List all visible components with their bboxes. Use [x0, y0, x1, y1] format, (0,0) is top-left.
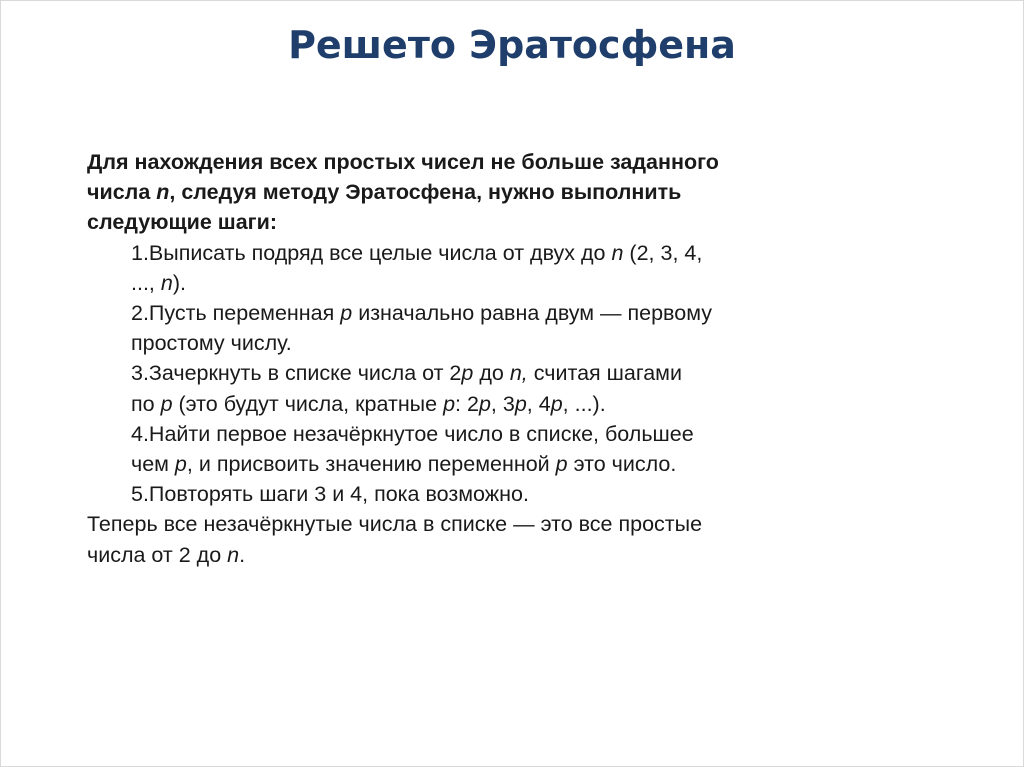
var-p: p: [478, 391, 491, 416]
step-4-text-a: 4.Найти первое незачёркнутое число в списке, большее: [131, 421, 694, 446]
step-2: [131, 298, 847, 358]
step-3-text-g: , 3: [490, 391, 515, 416]
step-3-text-i: , ...).: [562, 391, 606, 416]
step-2-text-c: простому числу.: [131, 331, 292, 356]
var-p: p: [340, 301, 353, 326]
step-3-text-e: (это будут числа, кратные: [172, 391, 444, 416]
step-4-text-c: , и присвоить значению переменной: [186, 452, 556, 477]
var-p: p: [461, 361, 474, 386]
step-4-text-b: чем: [131, 452, 175, 477]
step-5-text: 5.Повторять шаги 3 и 4, пока возможно.: [131, 482, 529, 507]
var-n: n: [611, 240, 624, 265]
outro-paragraph: [87, 509, 847, 569]
step-5: [131, 479, 847, 509]
var-n: n: [156, 180, 170, 205]
var-n: n,: [509, 361, 528, 386]
steps-list: [87, 238, 847, 510]
step-1-text-b: (2, 3, 4,: [623, 240, 703, 265]
slide-body: [87, 147, 847, 570]
step-3: [131, 358, 847, 418]
intro-paragraph: [87, 147, 847, 238]
step-2-text-a: 2.Пусть переменная: [131, 301, 341, 326]
step-1-text-c: ...,: [131, 270, 161, 295]
outro-line-2b: .: [239, 542, 246, 567]
step-3-text-h: , 4: [526, 391, 551, 416]
intro-line-2a: числа: [87, 180, 157, 205]
step-4-text-d: это число.: [567, 452, 677, 477]
outro-line-1: Теперь все незачёркнутые числа в списке — это все простые: [87, 512, 703, 537]
var-n: n: [227, 542, 240, 567]
intro-line-1: Для нахождения всех простых чисел не больше заданного: [87, 150, 719, 174]
var-p: p: [160, 391, 173, 416]
intro-line-2b: , следуя методу Эратосфена, нужно выполнить: [169, 180, 682, 205]
step-1: [131, 238, 847, 298]
slide-title: Решето Эратосфена: [288, 23, 736, 67]
step-1-text-a: 1.Выписать подряд все целые числа от двух до: [131, 240, 612, 265]
var-p: p: [514, 391, 527, 416]
var-p: p: [550, 391, 563, 416]
step-3-text-f: : 2: [455, 391, 479, 416]
step-3-text-a: 3.Зачеркнуть в списке числа от 2: [131, 361, 462, 386]
intro-line-3: следующие шаги:: [87, 210, 278, 235]
var-p: p: [555, 452, 568, 477]
outro-line-2a: числа от 2 до: [87, 542, 228, 567]
step-3-text-b: до: [473, 361, 510, 386]
var-p: p: [174, 452, 187, 477]
var-n: n: [160, 270, 173, 295]
step-1-text-d: ).: [172, 270, 186, 295]
step-3-text-d: по: [131, 391, 161, 416]
step-2-text-b: изначально равна двум — первому: [352, 301, 712, 326]
step-4: [131, 419, 847, 479]
var-p: p: [443, 391, 456, 416]
step-3-text-c: считая шагами: [527, 361, 682, 386]
